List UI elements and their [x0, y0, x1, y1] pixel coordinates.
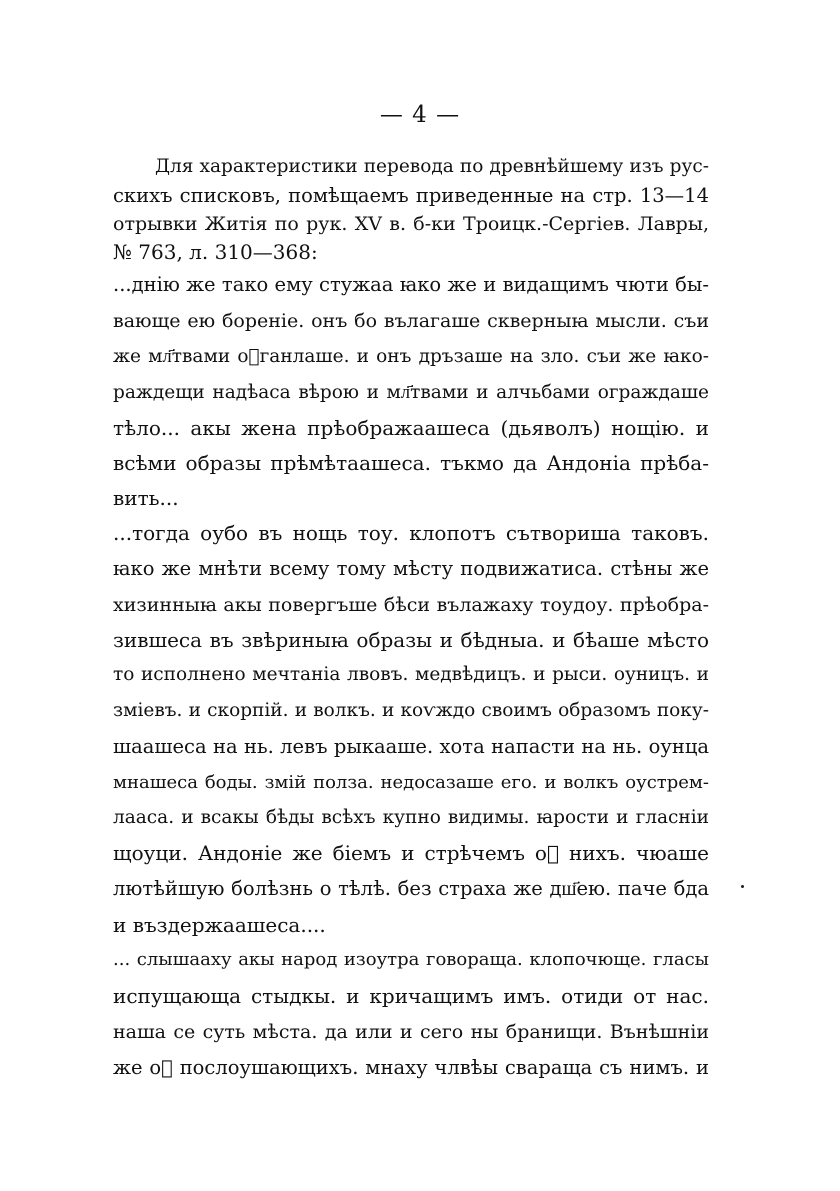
- excerpt-line: ... слышааху акы народ изоутра говораща. клопочюще. гласы: [113, 949, 709, 970]
- excerpt-line: наша се суть мѣста. да или и сего ны бранищи. Вънѣшніи: [113, 1021, 709, 1043]
- print-speck: [741, 885, 744, 888]
- excerpt-line: вить...: [113, 486, 179, 510]
- excerpt-line: мнашеса боды. змій полза. недосазаше его. и волкъ оустрем-: [113, 772, 709, 793]
- excerpt-line: же оⷮ послоушающихъ. мнаху члвѣы свараща съ нимъ. и: [113, 1056, 709, 1079]
- excerpt-line: тѣло... акы жена прѣображаашеса (дьяволъ) нощію. и: [113, 416, 709, 440]
- excerpt-line: зившеса въ звѣриныꙗ образы и бѣдныа. и бѣаше мѣсто: [113, 628, 709, 652]
- excerpt-line: же мл҃твами оⷮганлаше. и онъ дръзаше на зло. съи же ꙗко-: [113, 346, 709, 367]
- excerpt-line: лютѣйшую болѣзнь о тѣлѣ. без страха же дш҃ею. паче бда: [113, 877, 709, 900]
- excerpt-line: ...тогда оубо въ нощь тоу. клопотъ сътвориша таковъ.: [113, 521, 709, 545]
- excerpt-line: вающе ею бореніе. онъ бо вълагаше скверныꙗ мысли. съи: [113, 310, 709, 332]
- excerpt-line: ...днію же тако ему стужаа ꙗко же и видащимъ чюти бы-: [113, 273, 709, 296]
- excerpt-line: хизинныꙗ акы повергъше бѣси вълажаху тоудоу. прѣобра-: [113, 594, 709, 616]
- excerpt-line: лааса. и всакы бѣды всѣхъ купно видимы. ꙗрости и гласніи: [113, 807, 709, 828]
- intro-line: № 763, л. 310—368:: [113, 240, 318, 264]
- excerpt-line: испущающа стыдкы. и кричащимъ имъ. отиди от нас.: [113, 984, 709, 1008]
- excerpt-line: ꙗко же мнѣти всему тому мѣсту подвижатиса. стѣны же: [113, 557, 709, 580]
- excerpt-line: шаашеса на нь. левъ рыкааше. хота напасти на нь. оунца: [113, 735, 709, 758]
- excerpt-line: раждещи надѣаса вѣрою и мл҃твами и алчьбами ограждаше: [113, 382, 709, 403]
- excerpt-line: то исполнено мечтаніа лвовъ. медвѣдицъ. и рыси. оуницъ. и: [113, 664, 709, 685]
- intro-line: Для характеристики перевода по древнѣйшему изъ рус-: [155, 156, 709, 177]
- intro-line: отрывки Житія по рук. XV в. б-ки Троицк.-Сергіев. Лавры,: [113, 213, 709, 235]
- excerpt-line: и въздержаашеса....: [113, 913, 326, 937]
- page-number: — 4 —: [379, 102, 461, 128]
- excerpt-line: всѣми образы прѣмѣтаашеса. тъкмо да Андоніа прѣба-: [113, 451, 709, 475]
- excerpt-line: щоуци. Андоніе же біемъ и стрѣчемъ оⷮ нихъ. чюаше: [113, 841, 709, 865]
- intro-line: скихъ списковъ, помѣщаемъ приведенные на стр. 13—14: [113, 184, 709, 207]
- excerpt-line: зміевъ. и скорпій. и волкъ. и коѵждо своимъ образомъ поку-: [113, 700, 709, 721]
